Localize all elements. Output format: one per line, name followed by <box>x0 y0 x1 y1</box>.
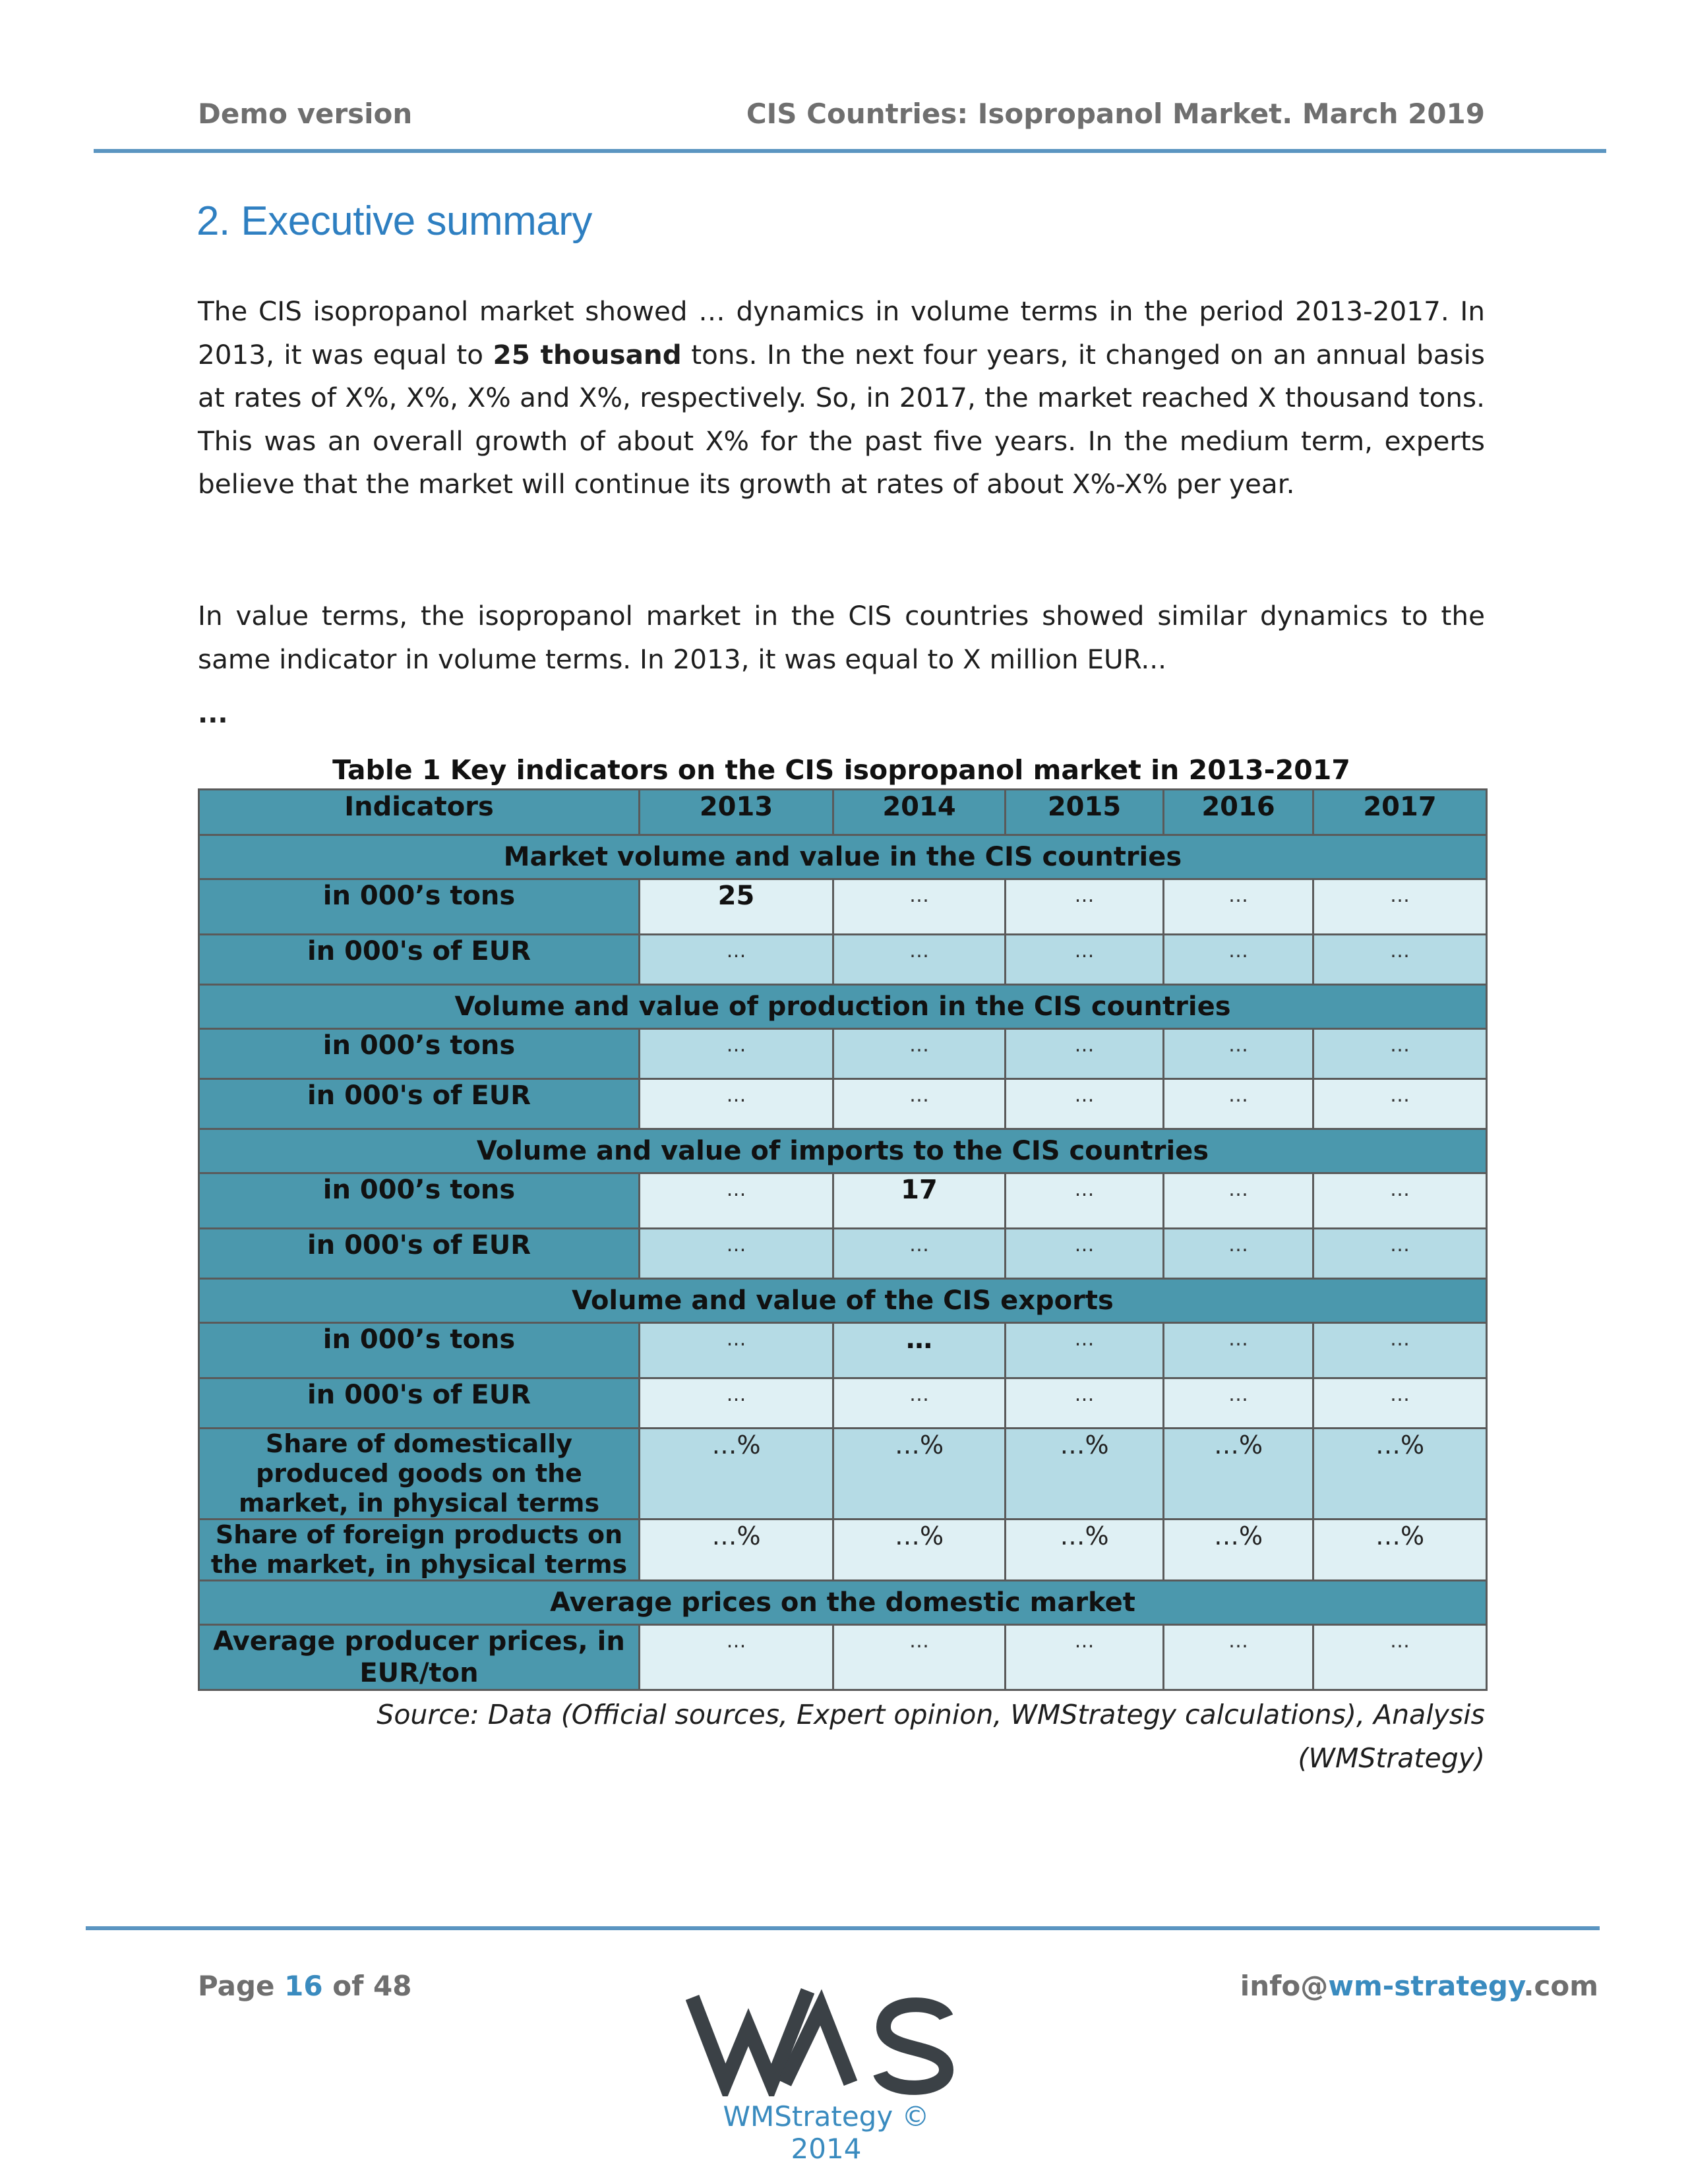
table-cell: … <box>833 1029 1006 1079</box>
row-label: in 000’s tons <box>199 1323 640 1378</box>
row-label: Share of foreign products on the market, in physical terms <box>199 1520 640 1581</box>
table-cell: … <box>640 1173 833 1229</box>
table-source-note: Source: Data (Official sources, Expert opinion, WMStrategy calculations), Analysis (WMStrategy) <box>377 1699 1485 1774</box>
section-title-cell: Volume and value of the CIS exports <box>199 1279 1487 1323</box>
table-cell: … <box>1006 1079 1164 1129</box>
row-label: in 000's of EUR <box>199 1378 640 1429</box>
table-row <box>199 1625 1487 1690</box>
table-row <box>199 1520 1487 1581</box>
email-tld: .com <box>1523 1970 1598 2002</box>
table-cell: … <box>1313 1029 1487 1079</box>
table-cell: …% <box>833 1520 1006 1581</box>
logo-caption: WMStrategy © 2014 <box>723 2100 930 2165</box>
table-cell: … <box>1164 1029 1313 1079</box>
table-cell: …% <box>1313 1520 1487 1581</box>
table-cell: … <box>1006 1323 1164 1378</box>
table-cell: … <box>1006 1625 1164 1690</box>
section-row <box>199 1581 1487 1625</box>
table-cell: … <box>1164 1173 1313 1229</box>
section-row <box>199 985 1487 1029</box>
table-cell: …% <box>833 1429 1006 1520</box>
table-caption: Table 1 Key indicators on the CIS isopropanol market in 2013-2017 <box>332 754 1350 786</box>
table-header-cell: 2016 <box>1164 790 1313 835</box>
table-cell: … <box>833 879 1006 935</box>
table-cell: … <box>833 1323 1006 1378</box>
email-domain: wm-strategy <box>1328 1970 1524 2002</box>
table-cell: … <box>640 1229 833 1279</box>
table-cell: … <box>1164 1625 1313 1690</box>
paragraph-2: In value terms, the isopropanol market in the CIS countries showed similar dynamics to the same indicator in volume terms. In 2013, it was equal to X million EUR... <box>198 600 1485 675</box>
paragraph-1-part-1: The CIS isopropanol market showed … dynamics in volume terms in the period 2013-2017. In 2013, it was equal to <box>198 295 1485 370</box>
table-cell: …% <box>640 1429 833 1520</box>
section-row <box>199 1279 1487 1323</box>
page-mid: of <box>322 1970 373 2002</box>
table-row <box>199 1229 1487 1279</box>
table-cell: … <box>640 1029 833 1079</box>
table-cell: … <box>640 935 833 985</box>
paragraph-1-part-2: tons. In the next four years, it changed on an annual basis at rates of X%, X%, X% and X%, respectively. So, in 2017, the market reached X thousand tons. This was an overall growth of about X% for the past five years. In the medium term, experts believe that the market will continue its growth at rates of about X%-X% per year. <box>198 338 1485 500</box>
email-user: info@ <box>1240 1970 1329 2002</box>
table-cell: … <box>1313 1378 1487 1429</box>
table-cell: … <box>1313 1625 1487 1690</box>
header-right: CIS Countries: Isopropanol Market. March 2019 <box>746 98 1485 130</box>
table-cell: … <box>833 1229 1006 1279</box>
ellipsis: ... <box>198 699 228 729</box>
row-label: Average producer prices, in EUR/ton <box>199 1625 640 1690</box>
table-cell: … <box>640 1378 833 1429</box>
page-total: 48 <box>373 1970 412 2002</box>
table-row <box>199 935 1487 985</box>
table-cell: …% <box>1006 1520 1164 1581</box>
table-cell: … <box>1313 1079 1487 1129</box>
table-cell: … <box>1006 1029 1164 1079</box>
row-label: in 000’s tons <box>199 1173 640 1229</box>
paragraph-1-bold: 25 thousand <box>493 338 682 370</box>
table-cell: …% <box>1313 1429 1487 1520</box>
page-prefix: Page <box>198 1970 285 2002</box>
row-label: in 000’s tons <box>199 1029 640 1079</box>
table-cell: … <box>640 1625 833 1690</box>
table-cell: 17 <box>833 1173 1006 1229</box>
section-row <box>199 835 1487 879</box>
table-row <box>199 1029 1487 1079</box>
paragraph-1 <box>198 290 1485 506</box>
section-title-cell: Average prices on the domestic market <box>199 1581 1487 1625</box>
table-row <box>199 1429 1487 1520</box>
table-row <box>199 1173 1487 1229</box>
row-label: in 000's of EUR <box>199 1079 640 1129</box>
table-cell: … <box>1006 1173 1164 1229</box>
section-row <box>199 1129 1487 1173</box>
table-cell: … <box>1006 1378 1164 1429</box>
header-left: Demo version <box>198 98 413 130</box>
table-header-cell: Indicators <box>199 790 640 835</box>
table-cell: … <box>1006 879 1164 935</box>
row-label: in 000's of EUR <box>199 935 640 985</box>
table-cell: … <box>1164 1323 1313 1378</box>
table-cell: … <box>1313 879 1487 935</box>
footer-divider <box>86 1926 1600 1930</box>
table-cell: … <box>1164 935 1313 985</box>
table-cell: … <box>1313 1229 1487 1279</box>
table-cell: … <box>833 1625 1006 1690</box>
table-header-cell: 2015 <box>1006 790 1164 835</box>
table-cell: … <box>833 1378 1006 1429</box>
section-title-cell: Market volume and value in the CIS countries <box>199 835 1487 879</box>
contact-email[interactable] <box>1240 1970 1598 2002</box>
table-header-cell: 2013 <box>640 790 833 835</box>
table-cell: … <box>833 935 1006 985</box>
table-cell: …% <box>1006 1429 1164 1520</box>
table-row <box>199 1079 1487 1129</box>
section-title-cell: Volume and value of production in the CIS countries <box>199 985 1487 1029</box>
table-cell: … <box>1164 1378 1313 1429</box>
page-number <box>198 1970 411 2002</box>
table-cell: 25 <box>640 879 833 935</box>
row-label: in 000's of EUR <box>199 1229 640 1279</box>
table-cell: … <box>1006 1229 1164 1279</box>
section-title-cell: Volume and value of imports to the CIS countries <box>199 1129 1487 1173</box>
table-row <box>199 879 1487 935</box>
table-row <box>199 1378 1487 1429</box>
table-header-cell: 2014 <box>833 790 1006 835</box>
row-label: in 000’s tons <box>199 879 640 935</box>
table-cell: … <box>1313 935 1487 985</box>
table-cell: … <box>833 1079 1006 1129</box>
table-cell: …% <box>1164 1520 1313 1581</box>
table-header-cell: 2017 <box>1313 790 1487 835</box>
table-header-row <box>199 790 1487 835</box>
table-cell: … <box>640 1079 833 1129</box>
header-divider <box>94 149 1606 153</box>
table-cell: … <box>640 1323 833 1378</box>
table-cell: … <box>1164 879 1313 935</box>
table-row <box>199 1323 1487 1378</box>
table-cell: … <box>1164 1229 1313 1279</box>
wms-logo-icon <box>686 1978 963 2096</box>
table-cell: … <box>1006 935 1164 985</box>
page-current: 16 <box>284 1970 323 2002</box>
table-cell: …% <box>1164 1429 1313 1520</box>
table-cell: …% <box>640 1520 833 1581</box>
table-cell: … <box>1313 1173 1487 1229</box>
section-title: 2. Executive summary <box>196 198 592 244</box>
key-indicators-table <box>198 788 1488 1691</box>
table-cell: … <box>1313 1323 1487 1378</box>
row-label: Share of domestically produced goods on the market, in physical terms <box>199 1429 640 1520</box>
table-cell: … <box>1164 1079 1313 1129</box>
